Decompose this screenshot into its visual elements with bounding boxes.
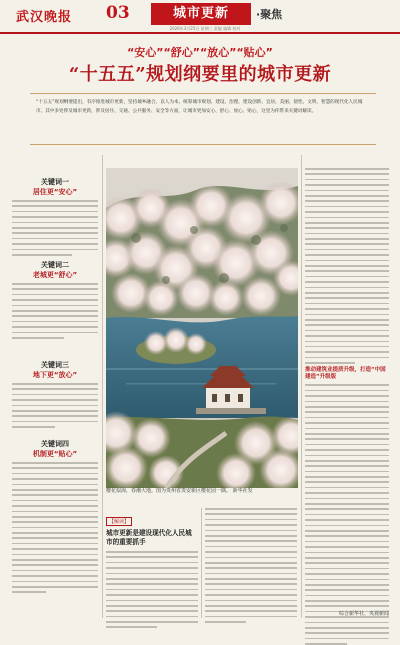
issue-line: 2026年3月25日 星期三 责编 编辑 校对 [169,26,241,31]
paper-name: 武汉晚报 [16,10,73,25]
keyword-label: 关键词三 [41,361,69,369]
page-number: 03 [106,3,130,23]
keyword-label: 关键词二 [41,261,69,269]
sidebar-column [12,155,98,618]
body-text-placeholder [12,283,98,339]
keyword-label: 关键词四 [41,440,69,448]
masthead-rule [0,32,400,34]
body-text-placeholder [205,508,297,623]
byline: 综合新华社、央视新闻 [338,611,389,617]
headline: “十五五”规划纲要里的城市更新 [68,64,332,85]
section-title: 城市更新 [151,3,251,25]
keyword-heading: 老城更“舒心” [32,271,78,279]
body-text-placeholder [12,462,98,593]
kicker: “安心”“舒心”“放心”“贴心” [127,46,273,59]
column-divider [102,155,103,618]
keyword-heading: 地下更“放心” [32,371,78,379]
column-divider [201,508,202,618]
body-text-placeholder [106,551,198,628]
sidebar-keyword-1 [12,177,98,259]
body-text-placeholder [305,168,389,364]
keyword-label: 关键词一 [41,178,69,186]
commentary-headline: 城市更新是建设现代化人民城市的重要抓手 [106,529,192,546]
keyword-heading: 机制更“贴心” [32,450,78,458]
commentary-article-continued [205,508,297,618]
right-subheading: 推动建筑业提质升级，打造“中国建造”升级版 [305,367,386,381]
sidebar-keyword-4 [12,439,98,597]
sidebar-keyword-2 [12,260,98,342]
body-text-placeholder [12,200,98,256]
commentary-article [106,508,198,618]
lead-text: “十五五”规划纲要提出，有序推进城市更新，坚持城乡融合、以人为本，统筹城市规划、建设、治理，建设创新、宜居、美丽、韧性、文明、智慧的现代化人民城市。其中多处涉及城市更新，涉及居住、交通、公共服务、安全等方面，让城市更加安心、舒心、放心、贴心，这里为你带来关键词解读。 [36,100,363,114]
sidebar-keyword-3 [12,360,98,432]
section-subtitle: ·聚焦 [256,8,283,21]
lead-box [30,93,376,145]
body-text-placeholder [305,384,389,644]
body-text-placeholder [12,383,98,428]
column-divider [301,155,302,618]
keyword-heading: 居住更“安心” [32,188,78,196]
masthead [0,0,400,38]
cherry-blossom-photo [106,168,298,488]
commentary-tag: 【解读】 [106,517,132,526]
photo-caption: 樱花似海，春潮大地。图为贵州省贵安新区樱花园一隅。 新华社发 [106,488,253,494]
right-column [305,168,389,618]
